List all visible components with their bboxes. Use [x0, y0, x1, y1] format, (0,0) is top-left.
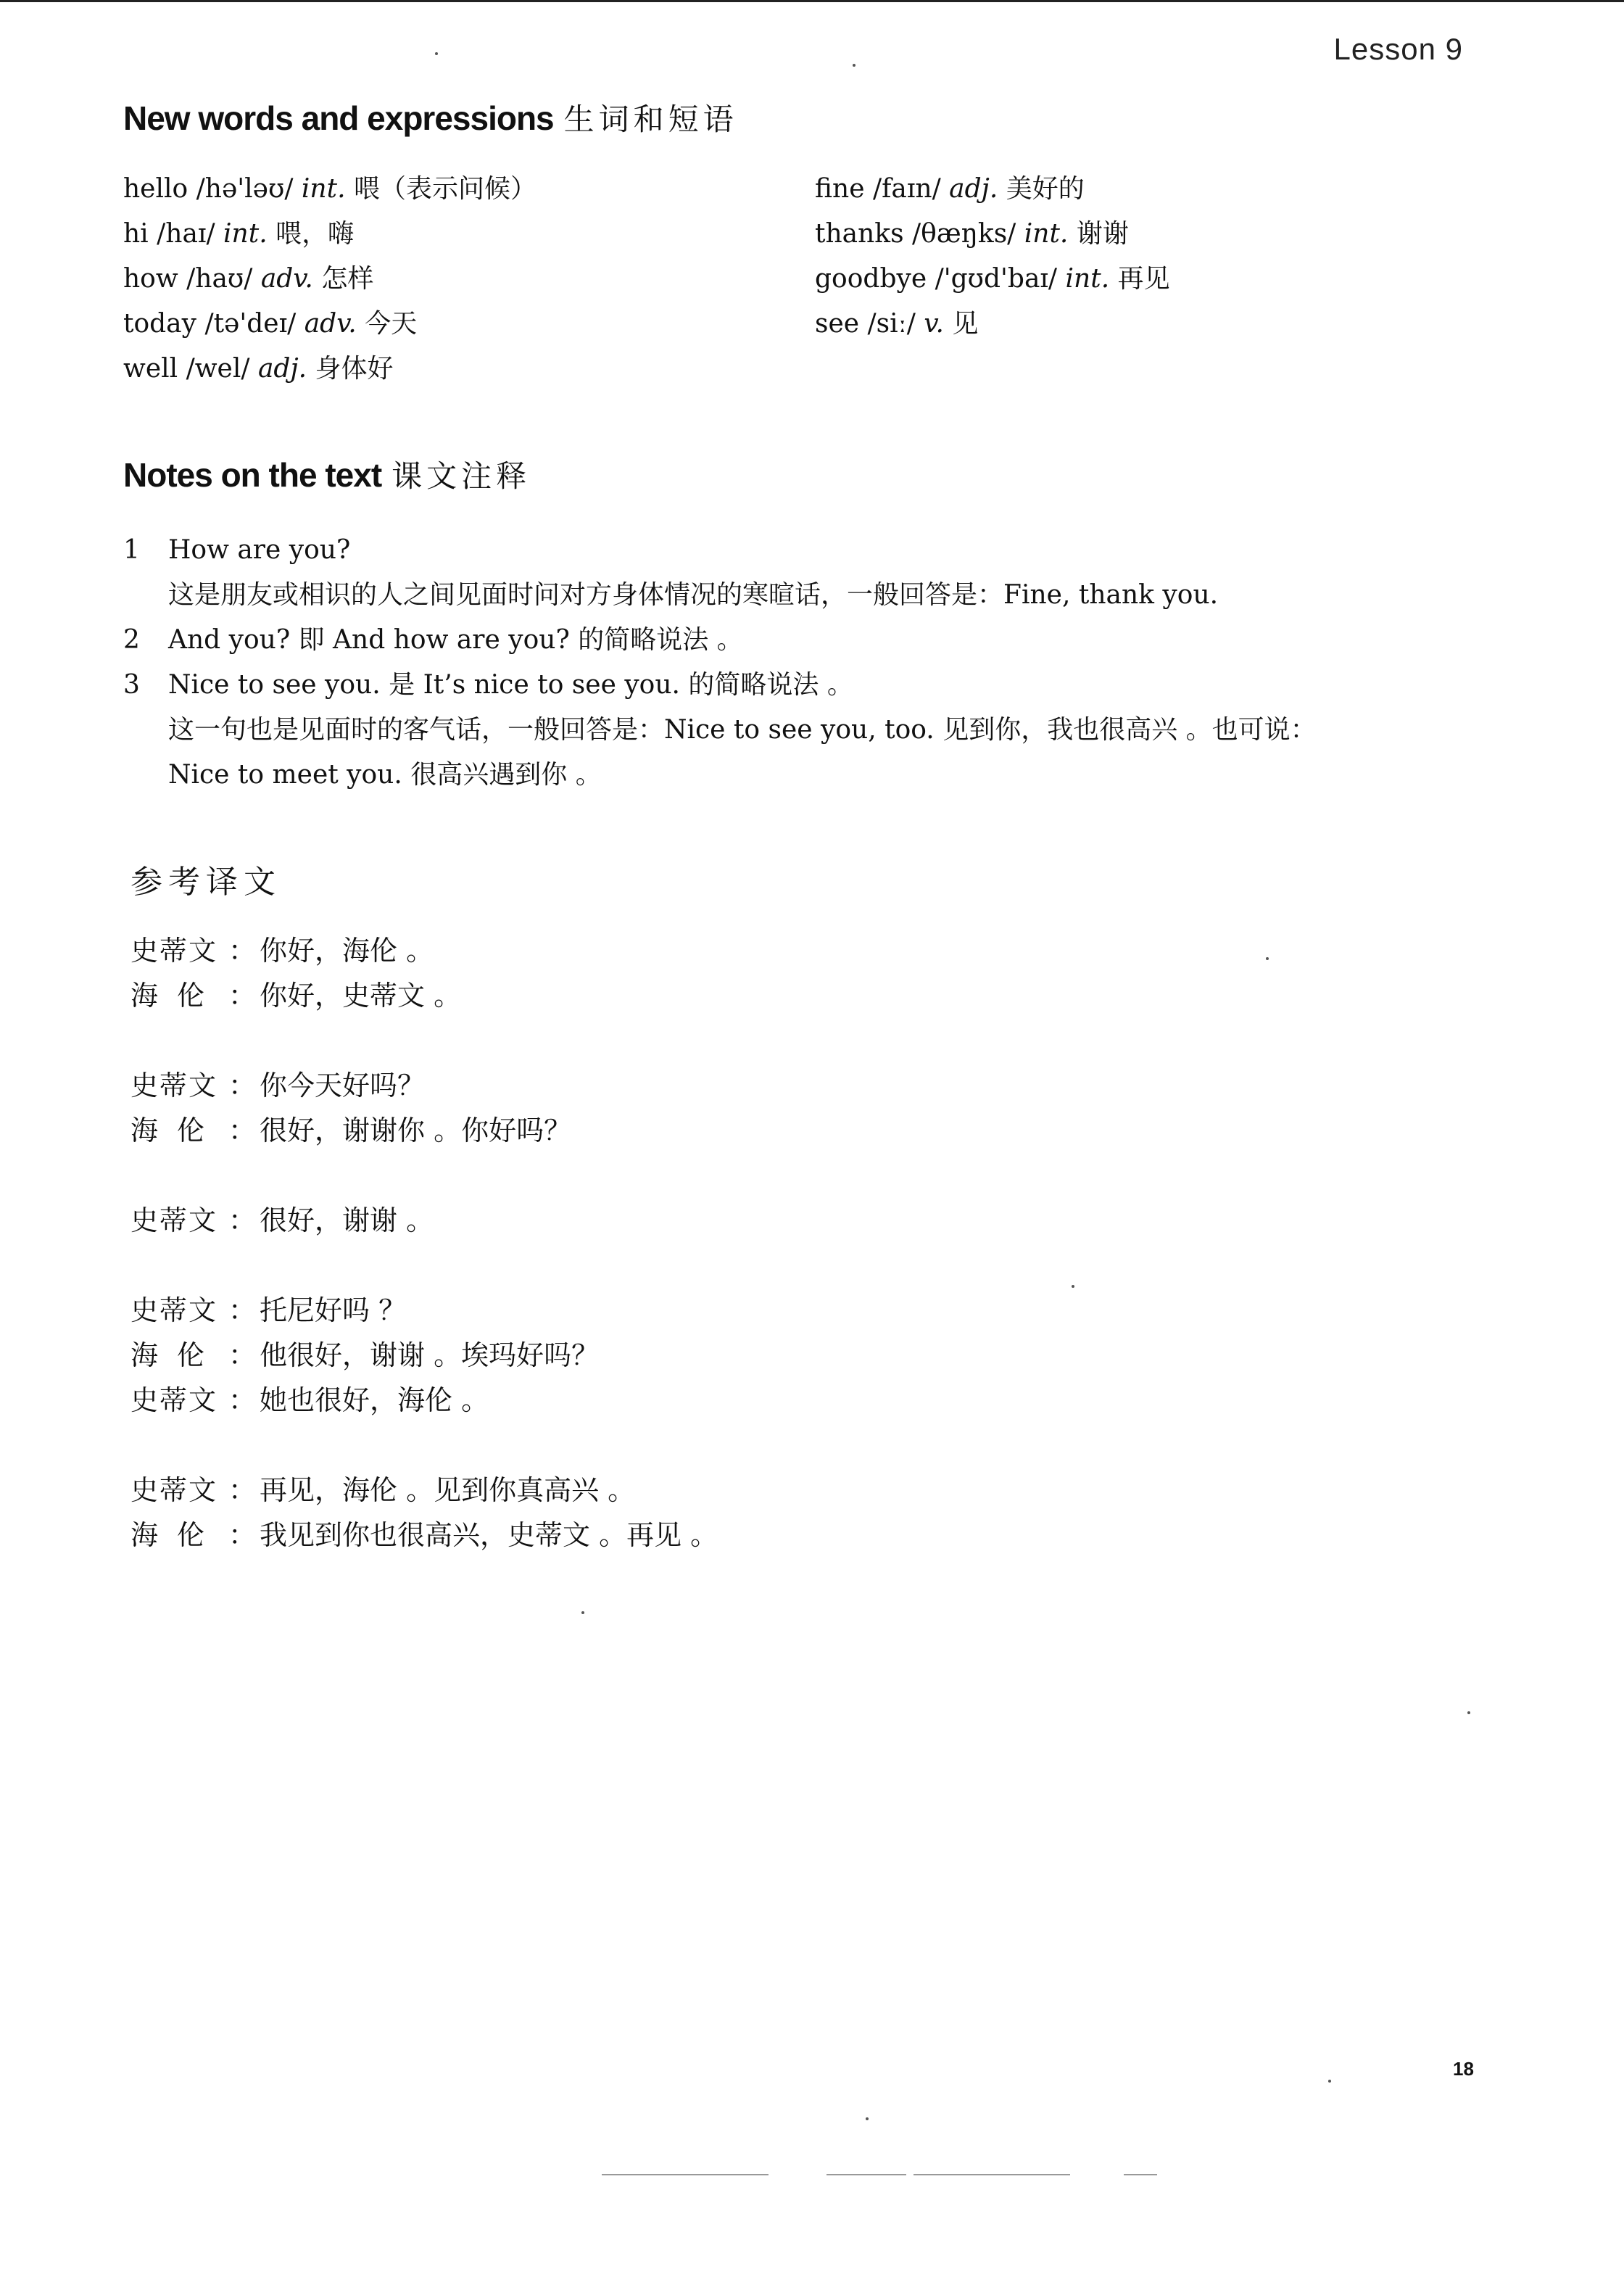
- scan-speck: [435, 52, 438, 55]
- vocab-list-right: [815, 167, 1170, 347]
- vocab-word: thanks: [815, 219, 904, 249]
- speaker-name: 史蒂文: [130, 1204, 218, 1236]
- vocab-heading-zh: 生词和短语: [563, 102, 738, 137]
- note-number: 3: [123, 670, 140, 700]
- speaker-name: 海伦: [130, 1519, 224, 1551]
- dialog-text: 很好，谢谢你 。你好吗？: [260, 1115, 572, 1146]
- note-line: [123, 663, 1317, 708]
- vocab-entry: [123, 212, 536, 257]
- vocab-meaning: 见: [952, 309, 979, 339]
- vocab-ipa: /tə'deɪ/: [204, 309, 297, 339]
- note-line: [123, 528, 1317, 573]
- note-line: [123, 753, 1317, 798]
- note-text: And you? 即 And how are you? 的简略说法 。: [168, 625, 743, 655]
- speaker-colon: ：: [228, 1204, 256, 1236]
- vocab-word: see: [815, 309, 860, 339]
- dialog-text: 你今天好吗？: [260, 1070, 426, 1101]
- vocab-word: fine: [815, 174, 865, 204]
- scan-speck: [1266, 957, 1269, 960]
- vocab-entry: [815, 302, 1170, 347]
- note-text: How are you?: [168, 535, 351, 565]
- speaker-colon: ：: [228, 935, 256, 967]
- vocab-pos: v.: [924, 309, 944, 339]
- dialog-line: [130, 928, 718, 973]
- note-text: 这一句也是见面时的客气话，一般回答是：Nice to see you, too. 见到你，我也很高兴 。也可说：: [168, 715, 1317, 745]
- speaker-name: 海伦: [130, 1115, 224, 1146]
- note-number: 2: [123, 625, 140, 655]
- dialog-gap: [130, 1243, 718, 1288]
- scan-line: [1124, 2174, 1157, 2175]
- speaker-colon: ：: [228, 1294, 256, 1326]
- dialog-line: [130, 1063, 718, 1108]
- vocab-word: how: [123, 264, 178, 294]
- vocab-heading-en: New words and expressions: [123, 99, 554, 137]
- dialog-text: 他很好，谢谢 。埃玛好吗？: [260, 1339, 600, 1371]
- dialog-text: 托尼好吗 ？: [260, 1294, 407, 1326]
- translation-title: 参考译文: [130, 864, 281, 901]
- scan-line: [602, 2174, 768, 2175]
- speaker-colon: ：: [228, 1474, 256, 1506]
- note-number: 1: [123, 535, 140, 565]
- scan-speck: [581, 1611, 584, 1614]
- speaker-colon: ：: [228, 1070, 256, 1101]
- dialog-line: [130, 1468, 718, 1513]
- dialog-text: 你好，史蒂文 。: [260, 980, 462, 1012]
- note-line: [123, 618, 1317, 663]
- vocab-pos: adj.: [257, 354, 307, 384]
- speaker-colon: ：: [228, 1384, 256, 1416]
- page-number: 18: [1453, 2058, 1474, 2080]
- vocab-heading: [123, 96, 738, 139]
- vocab-entry: [123, 347, 536, 392]
- dialog-gap: [130, 1018, 718, 1063]
- vocab-entry: [123, 257, 536, 302]
- vocab-ipa: /siː/: [867, 309, 916, 339]
- dialog-line: [130, 973, 718, 1018]
- dialog-text: 她也很好，海伦 。: [260, 1384, 489, 1416]
- scan-speck: [866, 2117, 869, 2120]
- dialog-list: [130, 928, 718, 1558]
- vocab-pos: int.: [223, 219, 268, 249]
- vocab-word: well: [123, 354, 178, 384]
- vocab-entry: [123, 167, 536, 212]
- note-line: [123, 573, 1317, 618]
- vocab-meaning: 身体好: [315, 354, 394, 384]
- speaker-colon: ：: [228, 1339, 256, 1371]
- dialog-gap: [130, 1423, 718, 1468]
- vocab-entry: [815, 257, 1170, 302]
- speaker-colon: ：: [228, 1519, 256, 1551]
- vocab-pos: adv.: [260, 264, 313, 294]
- vocab-word: hi: [123, 219, 149, 249]
- note-text: 这是朋友或相识的人之间见面时问对方身体情况的寒暄话，一般回答是：Fine, thank you.: [168, 580, 1219, 610]
- note-text: Nice to meet you. 很高兴遇到你 。: [168, 760, 602, 790]
- scan-speck: [1467, 1711, 1470, 1714]
- vocab-pos: adv.: [304, 309, 357, 339]
- dialog-line: [130, 1288, 718, 1333]
- note-text: Nice to see you. 是 It’s nice to see you. 的简略说法 。: [168, 670, 853, 700]
- scan-speck: [853, 64, 856, 67]
- dialog-line: [130, 1333, 718, 1378]
- dialog-text: 再见，海伦 。见到你真高兴 。: [260, 1474, 636, 1506]
- speaker-name: 海伦: [130, 1339, 224, 1371]
- vocab-pos: int.: [1024, 219, 1069, 249]
- vocab-meaning: 喂（表示问候）: [353, 174, 536, 204]
- speaker-colon: ：: [228, 1115, 256, 1146]
- vocab-ipa: /haʊ/: [186, 264, 253, 294]
- vocab-list-left: [123, 167, 536, 392]
- scan-speck: [1328, 2080, 1331, 2083]
- vocab-pos: int.: [301, 174, 346, 204]
- notes-heading-en: Notes on the text: [123, 456, 382, 494]
- speaker-name: 史蒂文: [130, 1070, 218, 1101]
- vocab-ipa: /θæŋks/: [912, 219, 1016, 249]
- vocab-meaning: 今天: [365, 309, 418, 339]
- vocab-word: goodbye: [815, 264, 927, 294]
- vocab-ipa: /haɪ/: [157, 219, 215, 249]
- dialog-line: [130, 1198, 718, 1243]
- dialog-line: [130, 1108, 718, 1153]
- notes-list: [123, 528, 1317, 798]
- vocab-meaning: 谢谢: [1076, 219, 1129, 249]
- note-line: [123, 708, 1317, 753]
- vocab-ipa: /hə'ləʊ/: [196, 174, 294, 204]
- vocab-ipa: /wel/: [186, 354, 250, 384]
- vocab-meaning: 喂，嗨: [276, 219, 355, 249]
- vocab-entry: [815, 212, 1170, 257]
- speaker-name: 史蒂文: [130, 1384, 218, 1416]
- speaker-name: 史蒂文: [130, 935, 218, 967]
- scan-line: [914, 2174, 1070, 2175]
- dialog-text: 你好，海伦 。: [260, 935, 434, 967]
- vocab-entry: [123, 302, 536, 347]
- vocab-word: today: [123, 309, 196, 339]
- dialog-gap: [130, 1153, 718, 1198]
- scan-speck: [1072, 1285, 1074, 1288]
- dialog-line: [130, 1513, 718, 1558]
- vocab-meaning: 再见: [1117, 264, 1170, 294]
- dialog-text: 我见到你也很高兴，史蒂文 。再见 。: [260, 1519, 718, 1551]
- vocab-meaning: 美好的: [1006, 174, 1085, 204]
- vocab-pos: adj.: [949, 174, 998, 204]
- speaker-name: 海伦: [130, 980, 224, 1012]
- vocab-meaning: 怎样: [321, 264, 374, 294]
- speaker-colon: ：: [228, 980, 256, 1012]
- notes-heading: [123, 452, 531, 496]
- scan-line: [826, 2174, 906, 2175]
- vocab-entry: [815, 167, 1170, 212]
- dialog-line: [130, 1378, 718, 1423]
- lesson-label: Lesson 9: [1333, 32, 1463, 66]
- vocab-ipa: /faɪn/: [872, 174, 941, 204]
- speaker-name: 史蒂文: [130, 1294, 218, 1326]
- top-rule: [0, 0, 1624, 2]
- dialog-text: 很好，谢谢 。: [260, 1204, 434, 1236]
- vocab-word: hello: [123, 174, 188, 204]
- speaker-name: 史蒂文: [130, 1474, 218, 1506]
- vocab-pos: int.: [1065, 264, 1110, 294]
- notes-heading-zh: 课文注释: [392, 458, 531, 494]
- vocab-ipa: /'gʊd'baɪ/: [935, 264, 1058, 294]
